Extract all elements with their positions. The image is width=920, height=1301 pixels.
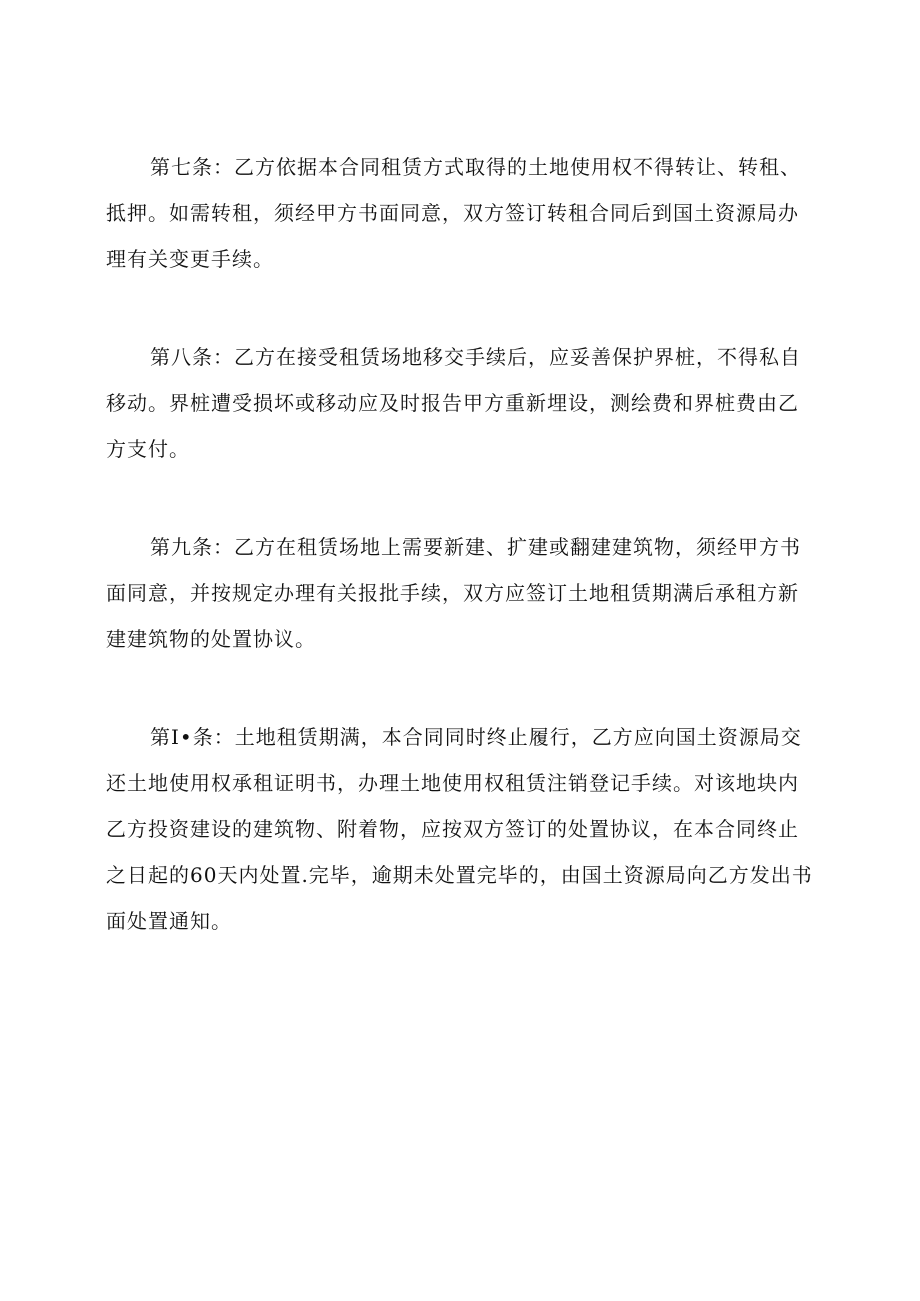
article-10 (106, 714, 834, 944)
article-line: 之日起的60天内处置.完毕，逾期未处置完毕的，由国土资源局向乙方发出书 (106, 863, 813, 887)
article-line: 第I•条：土地租赁期满，本合同同时终止履行，乙方应向国土资源局交 (150, 725, 802, 749)
article-line: 抵押。如需转租，须经甲方书面同意，双方签订转租合同后到国土资源局办 (106, 201, 799, 225)
article-line: 第九条：乙方在租赁场地上需要新建、扩建或翻建建筑物，须经甲方书 (150, 535, 801, 559)
article-9 (106, 524, 834, 662)
article-line: 第七条：乙方依据本合同租赁方式取得的土地使用权不得转让、转租、 (150, 155, 801, 179)
article-line: 建建筑物的处置协议。 (106, 627, 316, 651)
article-line: 面同意，并按规定办理有关报批手续，双方应签订土地租赁期满后承租方新 (106, 581, 799, 605)
article-line: 面处置通知。 (106, 909, 232, 933)
article-line: 第八条：乙方在接受租赁场地移交手续后，应妥善保护界桩，不得私自 (150, 345, 801, 369)
document-body (106, 144, 834, 996)
article-7 (106, 144, 834, 282)
article-line: 乙方投资建设的建筑物、附着物，应按双方签订的处置协议，在本合同终止 (106, 817, 799, 841)
article-line: 移动。界桩遭受损坏或移动应及时报告甲方重新埋设，测绘费和界桩费由乙 (106, 391, 799, 415)
article-line: 方支付。 (106, 437, 190, 461)
article-line: 理有关变更手续。 (106, 247, 274, 271)
article-line: 还土地使用权承租证明书，办理土地使用权租赁注销登记手续。对该地块内 (106, 771, 799, 795)
article-8 (106, 334, 834, 472)
